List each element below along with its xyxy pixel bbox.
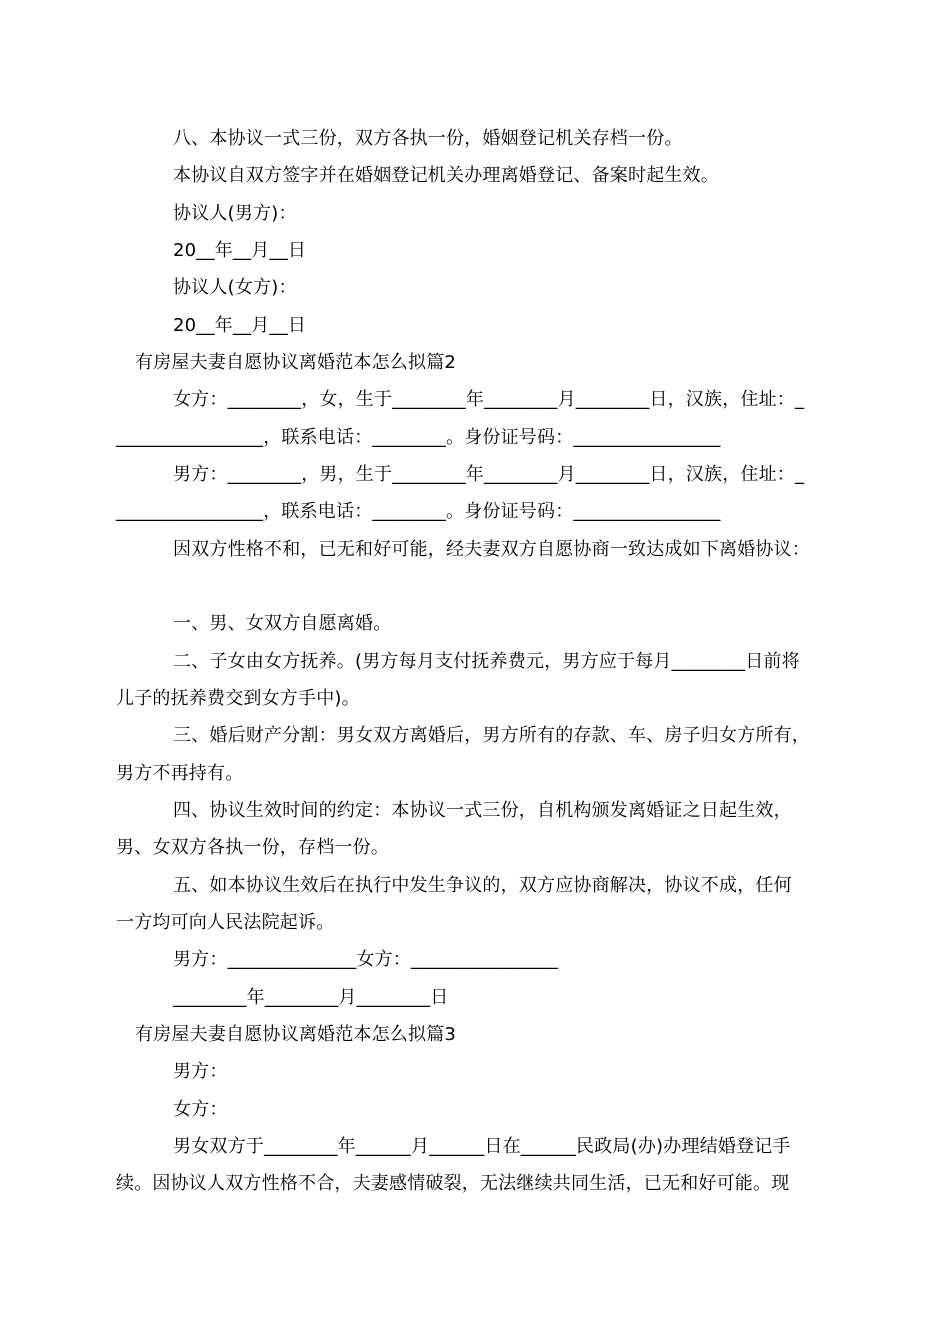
male-party-info: 男方：________，男，生于________年________月________日，汉族，住址：_ [173, 464, 805, 485]
clause-five-continued: 一方均可向人民法院起诉。 [116, 912, 335, 933]
signature-line: 男方：______________女方：________________ [173, 949, 559, 970]
clause-one: 一、男、女双方自愿离婚。 [173, 613, 392, 634]
effect-statement: 本协议自双方签字并在婚姻登记机关办理离婚登记、备案时起生效。 [173, 165, 719, 186]
female-party-info: 女方：________，女，生于________年________月________日，汉族，住址：_ [173, 389, 805, 410]
signatory-female-date: 20__年__月__日 [173, 315, 307, 336]
clause-five: 五、如本协议生效后在执行中发生争议的，双方应协商解决，协议不成，任何 [173, 875, 792, 896]
section-heading-3: 有房屋夫妻自愿协议离婚范本怎么拟篇3 [135, 1024, 457, 1045]
clause-two: 二、子女由女方抚养。(男方每月支付抚养费元，男方应于每月________日前将 [173, 651, 800, 672]
clause-two-continued: 儿子的抚养费交到女方手中)。 [116, 688, 360, 709]
marriage-registration: 男女双方于________年______月______日在______民政局(办)办理结婚登记手 [173, 1136, 791, 1157]
clause-four: 四、协议生效时间的约定：本协议一式三份，自机构颁发离婚证之日起生效， [173, 800, 792, 821]
section-heading-2: 有房屋夫妻自愿协议离婚范本怎么拟篇2 [135, 352, 457, 373]
signature-date: ________年________月________日 [173, 987, 449, 1008]
clause-eight: 八、本协议一式三份，双方各执一份，婚姻登记机关存档一份。 [173, 128, 683, 149]
clause-four-continued: 男、女双方各执一份，存档一份。 [116, 837, 389, 858]
signatory-female-label: 协议人(女方)： [173, 277, 297, 298]
clause-three: 三、婚后财产分割：男女双方离婚后，男方所有的存款、车、房子归女方所有， [173, 725, 810, 746]
female-party-label: 女方： [173, 1099, 228, 1120]
male-party-label: 男方： [173, 1061, 228, 1082]
signatory-male-label: 协议人(男方)： [173, 203, 297, 224]
marriage-registration-continued: 续。因协议人双方性格不合，夫妻感情破裂，无法继续共同生活，已无和好可能。现 [116, 1173, 790, 1194]
agreement-preamble: 因双方性格不和，已无和好可能，经夫妻双方自愿协商一致达成如下离婚协议： [173, 539, 810, 560]
clause-three-continued: 男方不再持有。 [116, 763, 244, 784]
signatory-male-date: 20__年__月__日 [173, 240, 307, 261]
female-party-contact: ________________，联系电话：________。身份证号码：________________ [116, 427, 721, 448]
male-party-contact: ________________，联系电话：________。身份证号码：________________ [116, 501, 721, 522]
